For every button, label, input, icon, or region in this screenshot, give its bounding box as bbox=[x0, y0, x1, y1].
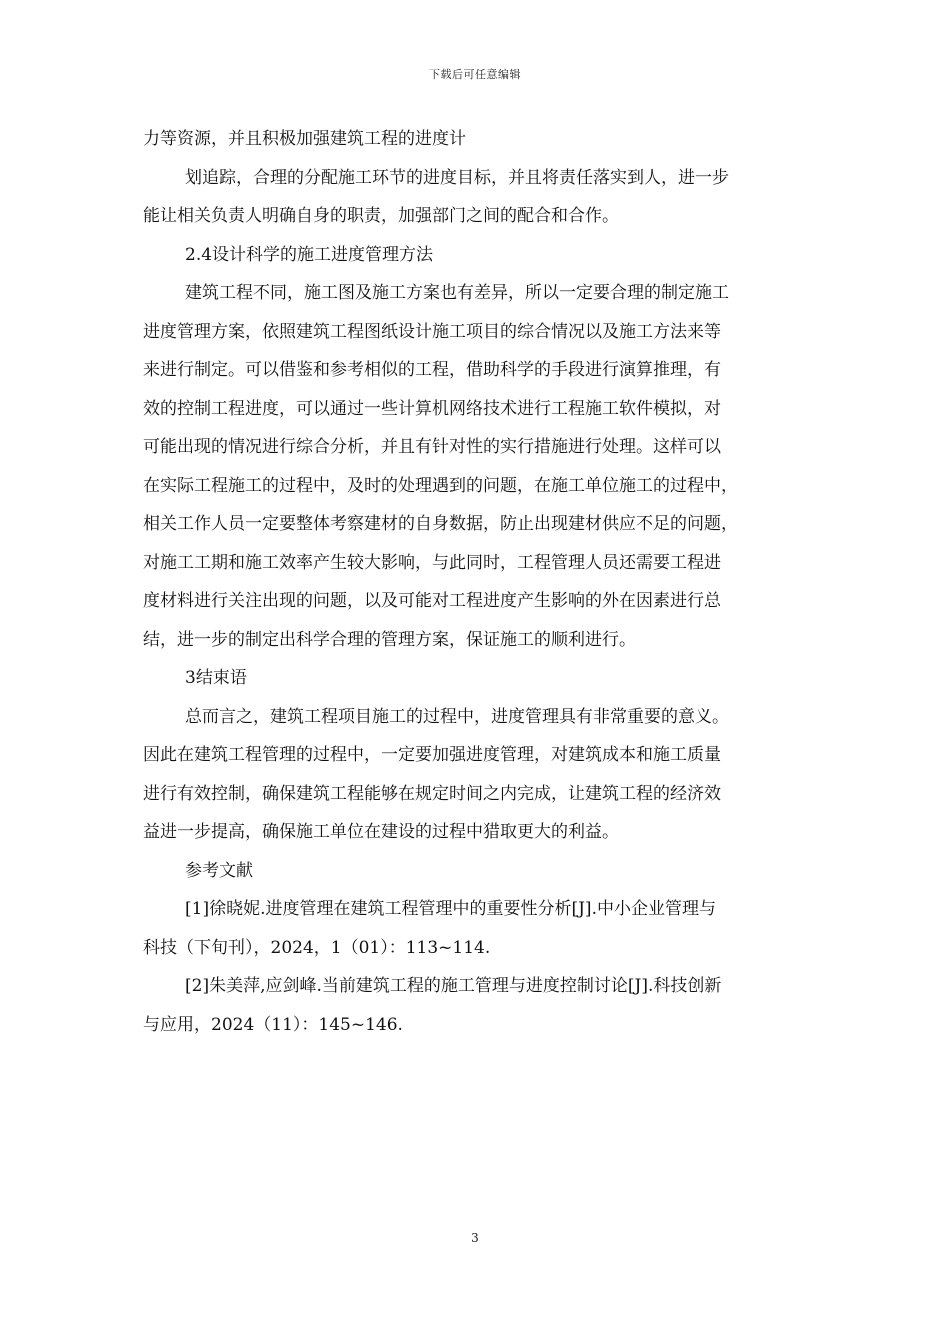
document-body bbox=[143, 120, 813, 1044]
page-number: 3 bbox=[471, 1231, 479, 1245]
reference-line: 与应用，2024（11）：145~146. bbox=[143, 1014, 403, 1035]
text-line: 进度管理方案，依照建筑工程图纸设计施工项目的综合情况以及施工方法来等 bbox=[143, 321, 721, 342]
text-line: 来进行制定。可以借鉴和参考相似的工程，借助科学的手段进行演算推理，有 bbox=[143, 360, 721, 380]
text-line: 益进一步提高，确保施工单位在建设的过程中猎取更大的利益。 bbox=[143, 822, 619, 842]
text-line: 相关工作人员一定要整体考察建材的自身数据，防止出现建材供应不足的问题， bbox=[143, 514, 738, 534]
section-heading-2-4: 2.4设计科学的施工进度管理方法 bbox=[185, 244, 434, 265]
section-heading-3: 3结束语 bbox=[185, 668, 247, 688]
text-line: 结，进一步的制定出科学合理的管理方案，保证施工的顺利进行。 bbox=[143, 629, 636, 650]
reference-line: [2]朱美萍,应剑峰.当前建筑工程的施工管理与进度控制讨论[J].科技创新 bbox=[185, 976, 722, 996]
text-line: 总而言之，建筑工程项目施工的过程中，进度管理具有非常重要的意义。 bbox=[185, 706, 729, 727]
page-header: 下载后可任意编辑 bbox=[429, 68, 521, 81]
text-line: 在实际工程施工的过程中，及时的处理遇到的问题，在施工单位施工的过程中， bbox=[143, 475, 738, 496]
text-line: 能让相关负责人明确自身的职责，加强部门之间的配合和合作。 bbox=[143, 206, 619, 226]
text-line: 效的控制工程进度，可以通过一些计算机网络技术进行工程施工软件模拟，对 bbox=[143, 398, 721, 419]
text-line: 因此在建筑工程管理的过程中，一定要加强进度管理，对建筑成本和施工质量 bbox=[143, 745, 721, 765]
text-line: 建筑工程不同，施工图及施工方案也有差异，所以一定要合理的制定施工 bbox=[185, 283, 729, 303]
text-line: 对施工工期和施工效率产生较大影响，与此同时，工程管理人员还需要工程进 bbox=[143, 552, 721, 573]
text-line: 可能出现的情况进行综合分析，并且有针对性的实行措施进行处理。这样可以 bbox=[143, 437, 721, 457]
references-heading: 参考文献 bbox=[185, 860, 253, 881]
text-line: 划追踪，合理的分配施工环节的进度目标，并且将责任落实到人，进一步 bbox=[185, 167, 729, 188]
reference-line: [1]徐晓妮.进度管理在建筑工程管理中的重要性分析[J].中小企业管理与 bbox=[185, 899, 716, 919]
text-line: 度材料进行关注出现的问题，以及可能对工程进度产生影响的外在因素进行总 bbox=[143, 591, 721, 611]
text-line: 力等资源，并且积极加强建筑工程的进度计 bbox=[143, 129, 466, 149]
text-line: 进行有效控制，确保建筑工程能够在规定时间之内完成，让建筑工程的经济效 bbox=[143, 783, 721, 804]
reference-line: 科技（下旬刊），2024，1（01）：113~114. bbox=[143, 937, 491, 958]
